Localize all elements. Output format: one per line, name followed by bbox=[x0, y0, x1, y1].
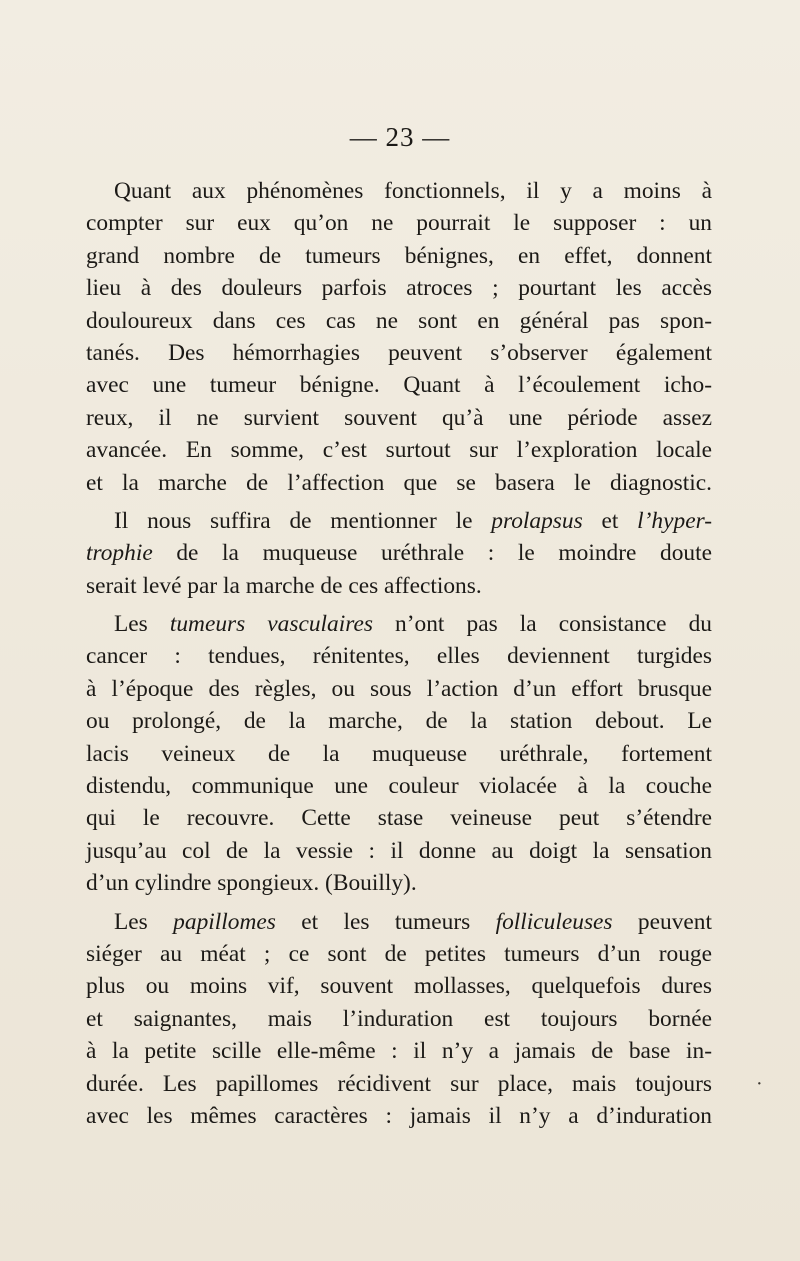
text-line: ou prolongé, de la marche, de la station debout. Le bbox=[86, 708, 712, 735]
page-number: — 23 — bbox=[349, 122, 451, 152]
text-line: Les papillomes et les tumeurs folliculeuses peuvent bbox=[114, 908, 712, 935]
text-line: lacis veineux de la muqueuse uréthrale, fortement bbox=[86, 740, 712, 767]
body-text bbox=[86, 175, 712, 1132]
text-line: distendu, communique une couleur violacée à la couche bbox=[86, 773, 712, 800]
text-line: durée. Les papillomes récidivent sur place, mais toujours bbox=[86, 1070, 712, 1097]
paragraph-4 bbox=[86, 906, 712, 1133]
paragraph-1 bbox=[86, 175, 712, 499]
text-line: à l’époque des règles, ou sous l’action d’un effort brusque bbox=[86, 675, 712, 702]
text-line: siéger au méat ; ce sont de petites tumeurs d’un rouge bbox=[86, 940, 712, 967]
text-line: compter sur eux qu’on ne pourrait le supposer : un bbox=[86, 210, 712, 237]
text-line: plus ou moins vif, souvent mollasses, quelquefois dures bbox=[86, 973, 712, 1000]
text-line: jusqu’au col de la vessie : il donne au doigt la sensation bbox=[86, 837, 712, 864]
text-line: à la petite scille elle-même : il n’y a jamais de base in- bbox=[86, 1038, 712, 1065]
paragraph-3 bbox=[86, 608, 712, 900]
text-line: qui le recouvre. Cette stase veineuse peut s’étendre bbox=[86, 805, 712, 832]
margin-mark: · bbox=[756, 1073, 763, 1095]
text-line: tanés. Des hémorrhagies peuvent s’observer également bbox=[86, 339, 712, 366]
text-line: Les tumeurs vasculaires n’ont pas la consistance du bbox=[114, 611, 713, 638]
text-line: d’un cylindre spongieux. (Bouilly). bbox=[86, 870, 417, 897]
text-line: trophie de la muqueuse uréthrale : le moindre doute bbox=[86, 540, 712, 567]
text-line: lieu à des douleurs parfois atroces ; pourtant les accès bbox=[86, 275, 712, 302]
text-line: cancer : tendues, rénitentes, elles deviennent turgides bbox=[86, 643, 712, 670]
text-line: grand nombre de tumeurs bénignes, en effet, donnent bbox=[86, 242, 712, 269]
text-line: et la marche de l’affection que se basera le diagnostic. bbox=[86, 469, 712, 496]
text-line: douloureux dans ces cas ne sont en général pas spon- bbox=[86, 307, 712, 334]
text-line: reux, il ne survient souvent qu’à une période assez bbox=[86, 404, 712, 431]
text-line: Quant aux phénomènes fonctionnels, il y a moins à bbox=[114, 178, 712, 204]
paragraph-2 bbox=[86, 505, 712, 602]
text-line: avancée. En somme, c’est surtout sur l’exploration locale bbox=[86, 437, 712, 464]
text-line: avec les mêmes caractères : jamais il n’y a d’induration bbox=[86, 1102, 712, 1129]
text-line: serait levé par la marche de ces affections. bbox=[86, 572, 482, 599]
text-line: Il nous suffira de mentionner le prolapsus et l’hyper- bbox=[114, 507, 713, 534]
text-line: avec une tumeur bénigne. Quant à l’écoulement icho- bbox=[86, 372, 712, 399]
text-line: et saignantes, mais l’induration est toujours bornée bbox=[86, 1005, 712, 1032]
